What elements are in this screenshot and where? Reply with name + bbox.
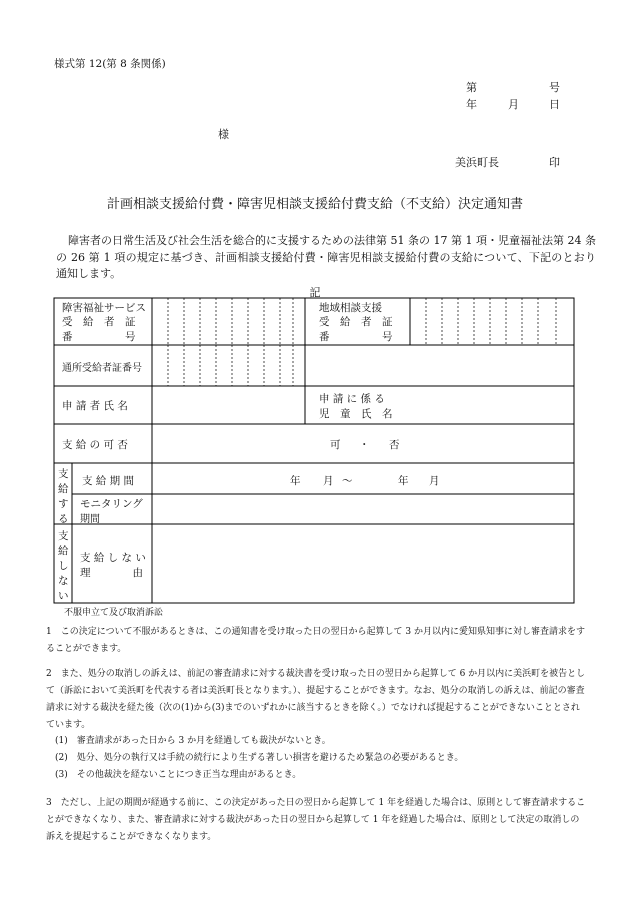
appeal-note-3: 3 ただし、上記の期間が経過する前に、この決定があった日の翌日から起算して 1 年を経過した場合は、原則として審査請求することができなくなり、また、審査請求に対する裁決があった日の翌日から起算して 1 年を経過した場合は、原則として決定の取消しの訴えを提起することができなくなります。: [46, 798, 586, 842]
appeal-sub-1: (1) 審査請求があった日から 3 か月を経過しても裁決がないとき。: [55, 736, 331, 746]
seal-mark: 印: [549, 156, 560, 169]
reason-label-2: 理 由: [80, 567, 143, 579]
issuer-name: 美浜町長: [455, 156, 499, 169]
form-number: 様式第 12(第 8 条関係): [54, 58, 166, 70]
nopay-vertical-2: 給: [58, 545, 69, 557]
ki-heading: 記: [309, 286, 321, 299]
area-cert-label-3: 番 号: [319, 331, 393, 343]
approval-label: 支 給 の 可 否: [62, 439, 128, 451]
appeal-heading: 不服申立て及び取消訴訟: [64, 608, 164, 618]
child-name-label-1: 申 請 に 係 る: [319, 393, 385, 405]
svc-cert-label-1: 障害福祉サービス: [62, 302, 146, 314]
document-title: 計画相談支援給付費・障害児相談支援給付費支給（不支給）決定通知書: [106, 197, 523, 212]
child-name-label-2: 児 童 氏 名: [319, 408, 393, 420]
daily-cert-label: 通所受給者証番号: [62, 363, 142, 374]
appeal-note-1: 1 この決定について不服があるときは、この通知書を受け取った日の翌日から起算して 3 か月以内に愛知県知事に対し審査請求をすることができます。: [46, 627, 585, 654]
period-label: 支 給 期 間: [82, 475, 135, 487]
pay-vertical-2: 給: [58, 483, 69, 495]
date-year: 年: [466, 98, 477, 111]
nopay-vertical-5: い: [58, 590, 69, 602]
appeal-note-2: 2 また、処分の取消しの訴えは、前記の審査請求に対する裁決書を受け取った日の翌日から起算して 6 か月以内に美浜町を被告として（訴訟において美浜町を代表する者は美浜町長となります。）、提起することができます。なお、処分の取消しの訴えは、前記の審査請求に対する裁決を経た後（次の(1)から(3)までのいずれかに該当するときを除く。）でなければ提起することができないこととされています。: [46, 669, 586, 730]
applicant-name-label: 申 請 者 氏 名: [62, 400, 128, 412]
pay-vertical-3: す: [58, 498, 69, 510]
nopay-vertical-4: な: [58, 575, 69, 587]
approval-ka: 可: [330, 439, 341, 451]
nopay-vertical-1: 支: [58, 530, 69, 542]
period-tilde: ～: [342, 475, 353, 487]
period-year-2: 年: [398, 475, 409, 487]
monitoring-label-1: モニタリング: [80, 498, 143, 510]
pay-vertical-4: る: [58, 513, 69, 525]
reason-label-1: 支 給 し な い: [80, 552, 146, 564]
doc-number-dai: 第: [466, 81, 477, 94]
date-day: 日: [549, 98, 560, 111]
appeal-sub-2: (2) 処分、処分の執行又は手続の続行により生ずる著しい損害を避けるため緊急の必要があるとき。: [55, 753, 464, 763]
svc-cert-label-2: 受 給 者 証: [62, 316, 136, 328]
appeal-sub-3: (3) その他裁決を経ないことにつき正当な理由があるとき。: [55, 770, 302, 780]
doc-number-go: 号: [549, 81, 560, 94]
approval-hi: 否: [389, 439, 400, 451]
svc-cert-label-3: 番 号: [62, 331, 136, 343]
approval-dot: ・: [359, 439, 370, 451]
area-cert-label-2: 受 給 者 証: [319, 316, 393, 328]
period-month-2: 月: [429, 475, 440, 487]
period-year-1: 年: [290, 475, 301, 487]
nopay-vertical-3: し: [58, 560, 69, 572]
pay-vertical-1: 支: [58, 468, 69, 480]
period-month-1: 月: [323, 475, 334, 487]
addressee-sama: 様: [218, 128, 229, 141]
monitoring-label-2: 期間: [80, 514, 100, 525]
area-cert-label-1: 地域相談支援: [319, 302, 382, 314]
intro-paragraph: 障害者の日常生活及び社会生活を総合的に支援するための法律第 51 条の 17 第 1 項・児童福祉法第 24 条の 26 第 1 項の規定に基づき、計画相談支援給付費・障害児相談支援給付費の支給について、下記のとおり通知します。: [56, 234, 596, 280]
date-month: 月: [508, 98, 519, 111]
